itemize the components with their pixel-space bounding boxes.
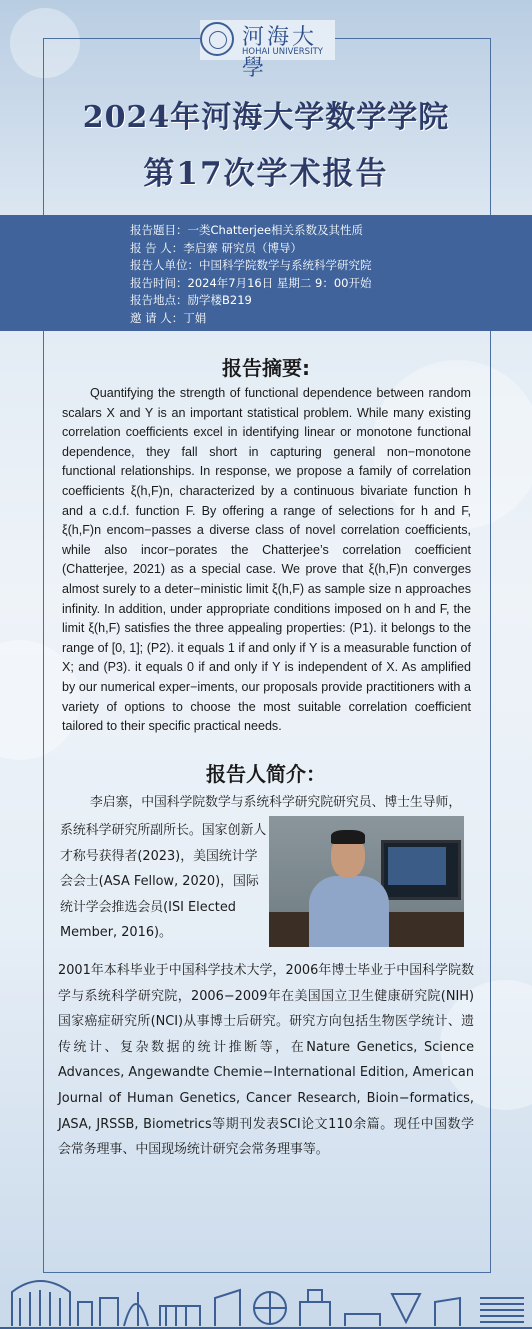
info-time: 报告时间：2024年7月16日 星期二 9：00开始 [130, 275, 372, 290]
bio-first-line-text: 李启寨，中国科学院数学与系统科学研究院研究员、博士生导师， [90, 795, 462, 810]
university-logo [200, 20, 335, 81]
monitor-icon [381, 840, 461, 900]
title-line-2: 第17次学术报告 [143, 156, 389, 192]
report-info [130, 222, 372, 328]
info-inviter: 邀 请 人：丁娟 [130, 310, 207, 325]
abstract-heading: 报告摘要: [222, 356, 310, 380]
bio-left-text: 系统科学研究所副所长。国家创新人才称号获得者(2023)，美国统计学会会士(ASA Fellow, 2020)，国际统计学会推选会员(ISI Elected Member, 2016)。 [60, 823, 267, 940]
info-speaker: 报 告 人：李启寨 研究员（博导） [130, 240, 302, 255]
logo-name-en: HOHAI UNIVERSITY [242, 47, 323, 57]
seal-icon [200, 22, 234, 56]
bio-heading: 报告人简介： [206, 762, 326, 786]
title-line-1: 2024年河海大学数学学院 [82, 100, 450, 135]
logo-name-cn: 河海大學 [242, 25, 318, 81]
abstract-body [62, 384, 471, 737]
info-topic: 报告题目：一类Chatterjee相关系数及其性质 [130, 223, 364, 237]
bio-rest-text: 2001年本科毕业于中国科学技术大学，2006年博士毕业于中国科学院数学与系统科学研究院，2006−2009年在美国国立卫生健康研究院(NIH)国家癌症研究所(NCI)从事博士后研究。研究方向包括生物医学统计、遗传统计、复杂数据的统计推断等，在Nature Genetics, Science Advances, Angewandte Chemie−International Edition, American Journal of Human Genetics, Cancer Research, Bioin−formatics, JASA, JRSSB, Biometrics等期刊发表SCI论文110余篇。现任中国数学会常务理事、中国现场统计研究会常务理事等。 [58, 963, 474, 1158]
speaker-photo [269, 816, 464, 947]
campus-line-art [0, 1262, 532, 1329]
bio-first-line [62, 793, 474, 813]
info-place: 报告地点：励学楼B219 [130, 293, 252, 308]
info-affiliation: 报告人单位：中国科学院数学与系统科学研究院 [130, 258, 372, 273]
abstract-text: Quantifying the strength of functional dependence between random scalars X and Y is an important statistical problem. While many existing correlation coefficients excel in identifying linear or monotone functional dependence, they fall short in capturing general non−monotone functional relationships. In response, we propose a family of correlation coefficients ξ(h,F)n, characterized by a continuous bivariate function h and a c.d.f. function F. By offering a range of selections for h and F, ξ(h,F)n encom−passes a diverse class of novel correlation coefficients, while also incor−porates the Chatterjee’s correlation coefficient (Chatterjee, 2021) as a special case. We prove that ξ(h,F)n converges almost surely to a deter−ministic limit ξ(h,F) as sample size n approaches infinity. In addition, under appropriate conditions imposed on h and F, the limit ξ(h,F) satisfies the three appealing properties: (P1). it belongs to the range of [0, 1]; (P2). it equals 1 if and only if Y is a measurable function of X; and (P3). it equals 0 if and only if Y is independent of X. As amplified by our numerical exper−iments, our proposals provide practitioners with a variety of options to choose the most suitable correlation coefficient tailored to their specific practical needs. [62, 386, 471, 734]
